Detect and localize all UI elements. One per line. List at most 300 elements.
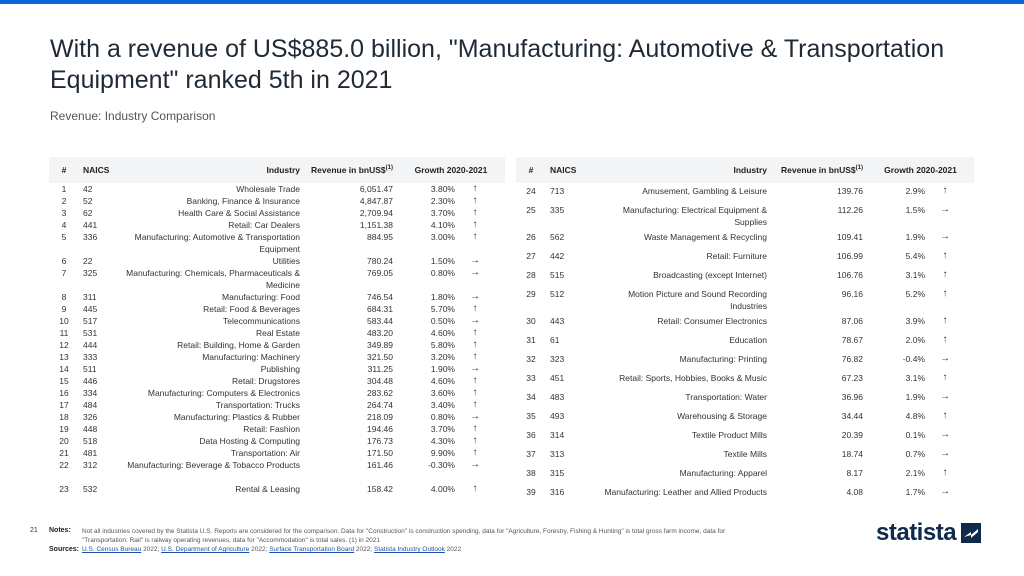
industry-cell: Retail: Drugstores: [231, 376, 300, 386]
page-title: With a revenue of US$885.0 billion, "Manufacturing: Automotive & Transportation Equipment" ranked 5th in 2021: [50, 35, 945, 94]
industry-cell: Warehousing & Storage: [677, 411, 767, 421]
revenue-cell: 746.54: [367, 292, 393, 302]
arrow-up-icon: ↑: [942, 185, 948, 196]
growth-value: 3.40%: [430, 400, 455, 410]
growth-cell: [397, 183, 505, 195]
revenue-cell: 20.39: [841, 430, 863, 440]
table-header-row: [49, 157, 505, 183]
rank-cell: 16: [59, 388, 69, 398]
growth-value: 0.50%: [430, 316, 455, 326]
industry-cell: Rental & Leasing: [235, 484, 300, 494]
col-rank-header: #: [516, 157, 546, 183]
growth-value: 3.70%: [430, 208, 455, 218]
industry-cell: Manufacturing: Food: [222, 292, 300, 302]
rank-cell: 11: [59, 328, 69, 338]
table-row: [516, 332, 974, 351]
revenue-cell: 87.06: [841, 316, 863, 326]
revenue-cell: 106.99: [837, 251, 863, 261]
table-row: [49, 399, 505, 411]
revenue-cell: 78.67: [841, 335, 863, 345]
table-body-right: [516, 183, 974, 511]
notes-label: Notes:: [49, 527, 71, 534]
industry-cell: Manufacturing: Electrical Equipment & Supplies: [622, 205, 767, 227]
table-row: [49, 387, 505, 399]
rank-cell: 7: [61, 268, 67, 278]
table-row: [49, 447, 505, 459]
table-row: [49, 231, 505, 255]
rank-cell: 32: [526, 354, 536, 364]
revenue-cell: 76.82: [841, 354, 863, 364]
top-accent-bar: [0, 0, 1024, 4]
growth-value: 3.70%: [430, 424, 455, 434]
table-body-left: [49, 183, 505, 495]
naics-cell: 316: [550, 487, 565, 497]
rank-cell: 9: [61, 304, 67, 314]
growth-cell: [397, 447, 505, 459]
source-suffix: 2022;: [249, 546, 270, 553]
table-row: [516, 202, 974, 229]
rank-cell: 24: [526, 186, 536, 196]
revenue-cell: 218.09: [367, 412, 393, 422]
naics-cell: 326: [83, 412, 98, 422]
rank-cell: 6: [61, 256, 67, 266]
naics-cell: 314: [550, 430, 565, 440]
industry-cell: Motion Picture and Sound Recording Industries: [628, 289, 767, 311]
rank-cell: 34: [526, 392, 536, 402]
growth-cell: [397, 483, 505, 495]
growth-value: 1.9%: [905, 232, 925, 242]
naics-cell: 484: [83, 400, 98, 410]
revenue-cell: 171.50: [367, 448, 393, 458]
revenue-cell: 194.46: [367, 424, 393, 434]
table-row: [516, 465, 974, 484]
arrow-right-icon: →: [940, 448, 950, 459]
table-row: [49, 315, 505, 327]
industry-cell: Manufacturing: Chemicals, Pharmaceuticals & Medicine: [126, 268, 300, 290]
industry-cell: Retail: Consumer Electronics: [657, 316, 767, 326]
source-link-agriculture[interactable]: U.S. Department of Agriculture: [161, 546, 250, 553]
growth-cell: [397, 423, 505, 435]
rank-cell: 31: [526, 335, 536, 345]
source-suffix: 2022: [444, 546, 462, 553]
naics-cell: 481: [83, 448, 98, 458]
naics-cell: 531: [83, 328, 98, 338]
rank-cell: 20: [59, 436, 69, 446]
arrow-up-icon: ↑: [942, 315, 948, 326]
revenue-cell: 106.76: [837, 270, 863, 280]
rank-cell: 30: [526, 316, 536, 326]
industry-table-right: [516, 157, 974, 511]
table-row: [516, 248, 974, 267]
industry-cell: Retail: Food & Beverages: [203, 304, 300, 314]
growth-value: 3.1%: [905, 373, 925, 383]
table-row: [49, 435, 505, 447]
revenue-cell: 161.46: [367, 460, 393, 470]
industry-cell: Waste Management & Recycling: [644, 232, 767, 242]
naics-cell: 448: [83, 424, 98, 434]
growth-cell: [867, 408, 974, 427]
growth-cell: [397, 363, 505, 375]
table-row: [49, 195, 505, 207]
naics-cell: 517: [83, 316, 98, 326]
growth-cell: [397, 375, 505, 387]
industry-cell: Publishing: [260, 364, 300, 374]
rank-cell: 3: [61, 208, 67, 218]
growth-cell: [397, 231, 505, 255]
arrow-up-icon: ↑: [472, 399, 478, 410]
arrow-up-icon: ↑: [942, 410, 948, 421]
table-row: [516, 286, 974, 313]
arrow-right-icon: →: [940, 391, 950, 402]
growth-cell: [397, 327, 505, 339]
arrow-up-icon: ↑: [472, 303, 478, 314]
arrow-right-icon: →: [470, 411, 480, 422]
growth-cell: [397, 195, 505, 207]
revenue-header-label: Revenue in bnUS$: [311, 165, 386, 175]
sources-label: Sources:: [49, 546, 79, 553]
arrow-up-icon: ↑: [942, 250, 948, 261]
industry-cell: Banking, Finance & Insurance: [186, 196, 300, 206]
growth-value: 2.1%: [905, 468, 925, 478]
revenue-cell: 158.42: [367, 484, 393, 494]
col-naics-header: NAICS: [546, 157, 588, 183]
naics-cell: 562: [550, 232, 565, 242]
arrow-up-icon: ↑: [942, 467, 948, 478]
arrow-right-icon: →: [470, 255, 480, 266]
table-row: [49, 423, 505, 435]
source-link-census[interactable]: U.S. Census Bureau: [82, 546, 142, 553]
rank-cell: 27: [526, 251, 536, 261]
table-row: [516, 351, 974, 370]
arrow-up-icon: ↑: [472, 351, 478, 362]
arrow-up-icon: ↑: [942, 334, 948, 345]
rank-cell: 38: [526, 468, 536, 478]
rank-cell: 26: [526, 232, 536, 242]
rank-cell: 19: [59, 424, 69, 434]
revenue-cell: 283.62: [367, 388, 393, 398]
table-row: [49, 291, 505, 303]
growth-value: 4.00%: [430, 484, 455, 494]
naics-cell: 335: [550, 205, 565, 215]
growth-cell: [867, 248, 974, 267]
arrow-right-icon: →: [940, 486, 950, 497]
col-industry-header: Industry: [588, 157, 771, 183]
growth-cell: [867, 183, 974, 202]
rank-cell: 33: [526, 373, 536, 383]
rank-cell: 22: [59, 460, 69, 470]
growth-cell: [867, 229, 974, 248]
growth-cell: [867, 446, 974, 465]
arrow-up-icon: ↑: [472, 435, 478, 446]
revenue-cell: 96.16: [841, 289, 863, 299]
naics-cell: 311: [83, 292, 97, 302]
industry-cell: Manufacturing: Automotive & Transportation Equipment: [134, 232, 300, 254]
notes-text: Not all industries covered by the Statista U.S. Reports are considered for the comparison. Data for "Construction" is construction spending, data for "Agriculture, Forestry, Fishing & Hunting" is total gross farm income, data for "Transportation: Rail" is railway operating revenues, data for "Accommodation" is total sales. (1) in 2021: [82, 528, 726, 544]
revenue-cell: 884.95: [367, 232, 393, 242]
revenue-cell: 4,847.87: [359, 196, 393, 206]
naics-cell: 518: [83, 436, 98, 446]
revenue-cell: 139.76: [837, 186, 863, 196]
industry-cell: Retail: Furniture: [706, 251, 767, 261]
growth-cell: [867, 202, 974, 229]
industry-cell: Manufacturing: Plastics & Rubber: [173, 412, 300, 422]
growth-cell: [397, 399, 505, 411]
naics-cell: 42: [83, 184, 93, 194]
table-row: [49, 411, 505, 423]
revenue-cell: 321.50: [367, 352, 393, 362]
statista-logo: [876, 519, 981, 547]
naics-cell: 315: [550, 468, 565, 478]
table-row: [49, 483, 505, 495]
table-row: [49, 327, 505, 339]
statista-logo-icon: [961, 523, 981, 543]
col-industry-header: Industry: [119, 157, 304, 183]
table-row: [516, 370, 974, 389]
naics-cell: 323: [550, 354, 565, 364]
growth-value: -0.4%: [902, 354, 925, 364]
industry-cell: Amusement, Gambling & Leisure: [642, 186, 767, 196]
naics-cell: 52: [83, 196, 93, 206]
revenue-cell: 311.25: [367, 364, 393, 374]
revenue-cell: 304.48: [367, 376, 393, 386]
revenue-cell: 4.08: [846, 487, 863, 497]
page-subtitle: Revenue: Industry Comparison: [50, 109, 216, 123]
arrow-right-icon: →: [940, 204, 950, 215]
naics-cell: 532: [83, 484, 98, 494]
col-rank-header: #: [49, 157, 79, 183]
industry-cell: Textile Product Mills: [691, 430, 767, 440]
industry-cell: Utilities: [272, 256, 300, 266]
source-link-industry-outlook[interactable]: Statista Industry Outlook: [374, 546, 445, 553]
industry-cell: Manufacturing: Machinery: [202, 352, 300, 362]
growth-value: 1.9%: [905, 392, 925, 402]
growth-value: 3.9%: [905, 316, 925, 326]
revenue-cell: 780.24: [367, 256, 393, 266]
growth-value: -0.30%: [428, 460, 455, 470]
industry-cell: Transportation: Trucks: [215, 400, 300, 410]
growth-cell: [867, 332, 974, 351]
revenue-cell: 67.23: [841, 373, 863, 383]
naics-cell: 333: [83, 352, 98, 362]
col-revenue-header: [771, 157, 867, 183]
arrow-up-icon: ↑: [472, 183, 478, 194]
growth-value: 2.0%: [905, 335, 925, 345]
table-row: [49, 207, 505, 219]
arrow-up-icon: ↑: [472, 375, 478, 386]
growth-value: 5.70%: [430, 304, 455, 314]
industry-cell: Retail: Car Dealers: [228, 220, 300, 230]
growth-value: 3.80%: [430, 184, 455, 194]
rank-cell: 35: [526, 411, 536, 421]
arrow-up-icon: ↑: [942, 269, 948, 280]
growth-value: 5.2%: [905, 289, 925, 299]
growth-value: 3.20%: [430, 352, 455, 362]
growth-cell: [397, 303, 505, 315]
rank-cell: 15: [59, 376, 69, 386]
arrow-up-icon: ↑: [472, 207, 478, 218]
table-row: [516, 484, 974, 511]
table-row: [49, 375, 505, 387]
table-row: [516, 446, 974, 465]
source-suffix: 2022;: [141, 546, 162, 553]
naics-cell: 443: [550, 316, 565, 326]
rank-cell: 25: [526, 205, 536, 215]
arrow-right-icon: →: [470, 459, 480, 470]
growth-value: 3.1%: [905, 270, 925, 280]
sources-list: [82, 546, 461, 553]
naics-cell: 336: [83, 232, 98, 242]
arrow-up-icon: ↑: [472, 387, 478, 398]
growth-value: 4.10%: [430, 220, 455, 230]
growth-value: 9.90%: [430, 448, 455, 458]
industry-cell: Manufacturing: Printing: [679, 354, 767, 364]
industry-cell: Retail: Sports, Hobbies, Books & Music: [619, 373, 767, 383]
arrow-right-icon: →: [470, 315, 480, 326]
industry-cell: Data Hosting & Computing: [199, 436, 300, 446]
industry-cell: Transportation: Air: [230, 448, 300, 458]
growth-cell: [867, 286, 974, 313]
growth-cell: [867, 465, 974, 484]
naics-cell: 62: [83, 208, 93, 218]
growth-value: 4.60%: [430, 376, 455, 386]
rank-cell: 39: [526, 487, 536, 497]
naics-cell: 444: [83, 340, 98, 350]
revenue-cell: 176.73: [367, 436, 393, 446]
rank-cell: 10: [59, 316, 69, 326]
arrow-up-icon: ↑: [942, 372, 948, 383]
arrow-up-icon: ↑: [472, 339, 478, 350]
industry-cell: Health Care & Social Assistance: [178, 208, 300, 218]
table-row: [49, 351, 505, 363]
growth-value: 1.50%: [430, 256, 455, 266]
growth-value: 0.80%: [430, 268, 455, 278]
table-row: [49, 363, 505, 375]
arrow-up-icon: ↑: [472, 447, 478, 458]
growth-cell: [867, 389, 974, 408]
revenue-cell: 583.44: [367, 316, 393, 326]
rank-cell: 5: [61, 232, 67, 242]
growth-cell: [397, 291, 505, 303]
revenue-cell: 2,709.94: [359, 208, 393, 218]
rank-cell: 36: [526, 430, 536, 440]
arrow-right-icon: →: [470, 267, 480, 278]
revenue-header-footnote: (1): [855, 165, 863, 172]
revenue-cell: 109.41: [837, 232, 863, 242]
naics-cell: 441: [83, 220, 98, 230]
naics-cell: 22: [83, 256, 93, 266]
revenue-cell: 6,051.47: [359, 184, 393, 194]
table-row: [49, 303, 505, 315]
table-row: [49, 267, 505, 291]
revenue-cell: 112.26: [837, 205, 863, 215]
rank-cell: 12: [59, 340, 69, 350]
industry-cell: Manufacturing: Leather and Allied Products: [604, 487, 767, 497]
revenue-cell: 684.31: [367, 304, 393, 314]
table-header-row: [516, 157, 974, 183]
industry-cell: Wholesale Trade: [236, 184, 300, 194]
growth-value: 4.60%: [430, 328, 455, 338]
rank-cell: 17: [59, 400, 69, 410]
source-link-transportation-board[interactable]: Surface Transportation Board: [269, 546, 355, 553]
growth-value: 0.7%: [905, 449, 925, 459]
growth-cell: [397, 255, 505, 267]
table-row: [49, 459, 505, 483]
rank-cell: 18: [59, 412, 69, 422]
arrow-up-icon: ↑: [472, 231, 478, 242]
rank-cell: 14: [59, 364, 69, 374]
naics-cell: 515: [550, 270, 565, 280]
arrow-up-icon: ↑: [472, 327, 478, 338]
table-row: [516, 183, 974, 202]
revenue-cell: 264.74: [367, 400, 393, 410]
revenue-cell: 18.74: [841, 449, 863, 459]
growth-value: 1.80%: [430, 292, 455, 302]
naics-cell: 442: [550, 251, 565, 261]
logo-wordmark: statista: [876, 519, 957, 546]
growth-value: 1.7%: [905, 487, 925, 497]
industry-cell: Manufacturing: Beverage & Tobacco Products: [127, 460, 300, 470]
industry-cell: Real Estate: [256, 328, 300, 338]
rank-cell: 28: [526, 270, 536, 280]
naics-cell: 446: [83, 376, 98, 386]
rank-cell: 21: [59, 448, 69, 458]
growth-cell: [397, 459, 505, 483]
table-row: [516, 313, 974, 332]
growth-value: 0.1%: [905, 430, 925, 440]
naics-cell: 445: [83, 304, 98, 314]
arrow-right-icon: →: [470, 363, 480, 374]
source-suffix: 2022;: [354, 546, 375, 553]
growth-cell: [867, 351, 974, 370]
revenue-header-label: Revenue in bnUS$: [781, 165, 856, 175]
growth-cell: [397, 267, 505, 291]
revenue-cell: 36.96: [841, 392, 863, 402]
growth-value: 5.4%: [905, 251, 925, 261]
revenue-cell: 8.17: [846, 468, 863, 478]
growth-cell: [397, 387, 505, 399]
growth-cell: [397, 435, 505, 447]
naics-cell: 511: [83, 364, 97, 374]
naics-cell: 451: [550, 373, 565, 383]
growth-value: 5.80%: [430, 340, 455, 350]
growth-cell: [397, 411, 505, 423]
revenue-cell: 349.89: [367, 340, 393, 350]
growth-value: 2.30%: [430, 196, 455, 206]
growth-cell: [397, 219, 505, 231]
naics-cell: 493: [550, 411, 565, 421]
arrow-right-icon: →: [470, 291, 480, 302]
arrow-up-icon: ↑: [942, 288, 948, 299]
growth-cell: [397, 351, 505, 363]
naics-cell: 483: [550, 392, 565, 402]
table-row: [516, 427, 974, 446]
naics-cell: 713: [550, 186, 565, 196]
growth-cell: [867, 427, 974, 446]
rank-cell: 23: [59, 484, 69, 494]
rank-cell: 13: [59, 352, 69, 362]
revenue-cell: 34.44: [841, 411, 863, 421]
growth-cell: [397, 339, 505, 351]
arrow-right-icon: →: [940, 353, 950, 364]
arrow-up-icon: ↑: [472, 219, 478, 230]
growth-cell: [867, 370, 974, 389]
growth-value: 2.9%: [905, 186, 925, 196]
revenue-cell: 1,151.38: [359, 220, 393, 230]
industry-cell: Broadcasting (except Internet): [653, 270, 767, 280]
rank-cell: 1: [61, 184, 67, 194]
col-revenue-header: [304, 157, 397, 183]
arrow-right-icon: →: [940, 429, 950, 440]
